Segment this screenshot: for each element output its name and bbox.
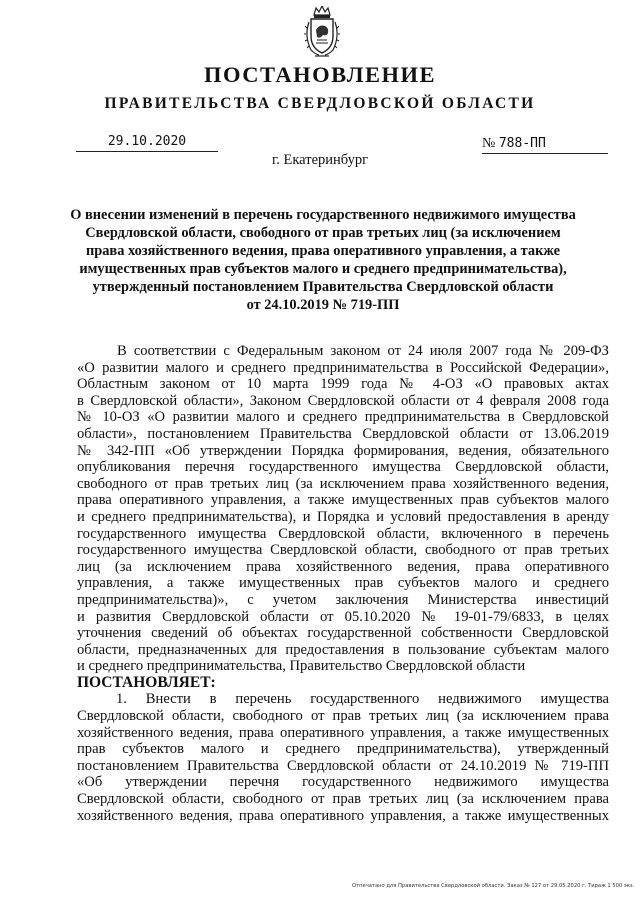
item-line: «Об утверждении перечня государственного недвижимого имущества — [77, 774, 609, 791]
preamble-line: и развития Свердловской области от 05.10.2020 № 19-01-79/6833, в целях — [77, 608, 609, 625]
print-footer: Отпечатано для Правительства Свердловской области. Заказ № 127 от 29.05.2020 г. Тираж 1 500 экз. — [352, 883, 635, 889]
heading-line: утвержденный постановлением Правительства Свердловской области — [92, 279, 554, 296]
document-heading — [60, 206, 586, 315]
document-city: г. Екатеринбург — [271, 152, 369, 168]
preamble-line: государственного имущества Свердловской области, свободного от прав третьих — [77, 542, 609, 559]
heading-line: О внесении изменений в перечень государственного недвижимого имущества — [70, 207, 576, 223]
preamble-line: «О развитии малого и среднего предпринимательства в Российской Федерации», — [77, 359, 609, 376]
item-line: 1. Внести в перечень государственного недвижимого имущества — [116, 691, 609, 708]
item-line: хозяйственного ведения, права оперативного управления, а также имущественных — [77, 724, 609, 741]
preamble-line: управления, а также имущественных прав субъектов малого и среднего — [77, 575, 609, 592]
preamble-line: № 342-ПП «Об утверждении Порядка формирования, ведения, обязательного — [77, 442, 609, 459]
item-line: Свердловской области, свободного от прав третьих лиц (за исключением права — [77, 708, 609, 725]
preamble-line: лиц (за исключением права хозяйственного ведения, права оперативного — [77, 558, 609, 575]
resolves-heading: ПОСТАНОВЛЯЕТ: — [77, 673, 216, 691]
preamble-line: уточнения сведений об объектах государственной собственности Свердловской — [77, 625, 609, 642]
preamble-line: опубликования перечня государственного имущества Свердловской области, — [77, 459, 609, 476]
item-line: прав субъектов малого и среднего предпринимательства), утвержденный — [77, 741, 609, 758]
item-line: Свердловской области, свободного от прав третьих лиц (за исключением права — [77, 791, 609, 808]
preamble-line: в Свердловской области», Законом Свердловской области от 4 февраля 2008 года — [77, 392, 609, 409]
preamble-line: государственного имущества Свердловской области, включенного в перечень — [77, 525, 609, 542]
document-subtitle: ПРАВИТЕЛЬСТВА СВЕРДЛОВСКОЙ ОБЛАСТИ — [104, 95, 536, 112]
preamble-line: права оперативного управления, а также имущественных прав субъектов малого — [77, 492, 609, 509]
preamble-line: В соответствии с Федеральным законом от 24 июля 2007 года № 209-ФЗ — [117, 343, 609, 359]
heading-line: от 24.10.2019 № 719-ПП — [246, 297, 400, 314]
preamble-line: и среднего предпринимательства), и Порядка и условий предоставления в аренду — [77, 508, 609, 525]
preamble-line: области», постановлением Правительства Свердловской области от 13.06.2019 — [77, 425, 609, 442]
number-value: 788-ПП — [498, 136, 546, 151]
preamble-line: и среднего предпринимательства, Правительство Свердловской области — [77, 658, 526, 675]
preamble-line: Областным законом от 10 марта 1999 года № 4-ОЗ «О правовых актах — [77, 376, 609, 393]
document-date: 29.10.2020 — [76, 134, 218, 152]
coat-of-arms-icon — [303, 6, 341, 58]
document-body — [77, 343, 609, 824]
heading-line: имущественных прав субъектов малого и среднего предпринимательства), — [79, 261, 567, 278]
number-prefix: № — [482, 136, 496, 151]
heading-line: Свердловской области, свободного от прав третьих лиц (за исключением — [85, 225, 561, 242]
preamble-line: № 10-ОЗ «О развитии малого и среднего предпринимательства в Свердловской — [77, 409, 609, 426]
item-line: хозяйственного ведения, права оперативного управления, а также имущественных — [77, 807, 609, 824]
preamble-line: свободного от прав третьих лиц (за исключением права хозяйственного ведения, — [77, 475, 609, 492]
preamble-line: предпринимательства)», с учетом заключения Министерства инвестиций — [77, 591, 609, 608]
document-title: ПОСТАНОВЛЕНИЕ — [203, 62, 437, 87]
heading-line: права хозяйственного ведения, права оперативного управления, а также — [85, 243, 561, 260]
preamble-line: области, предназначенных для предоставления в пользование субъектам малого — [77, 641, 609, 658]
item-line: постановлением Правительства Свердловской области от 24.10.2019 № 719-ПП — [77, 757, 609, 774]
